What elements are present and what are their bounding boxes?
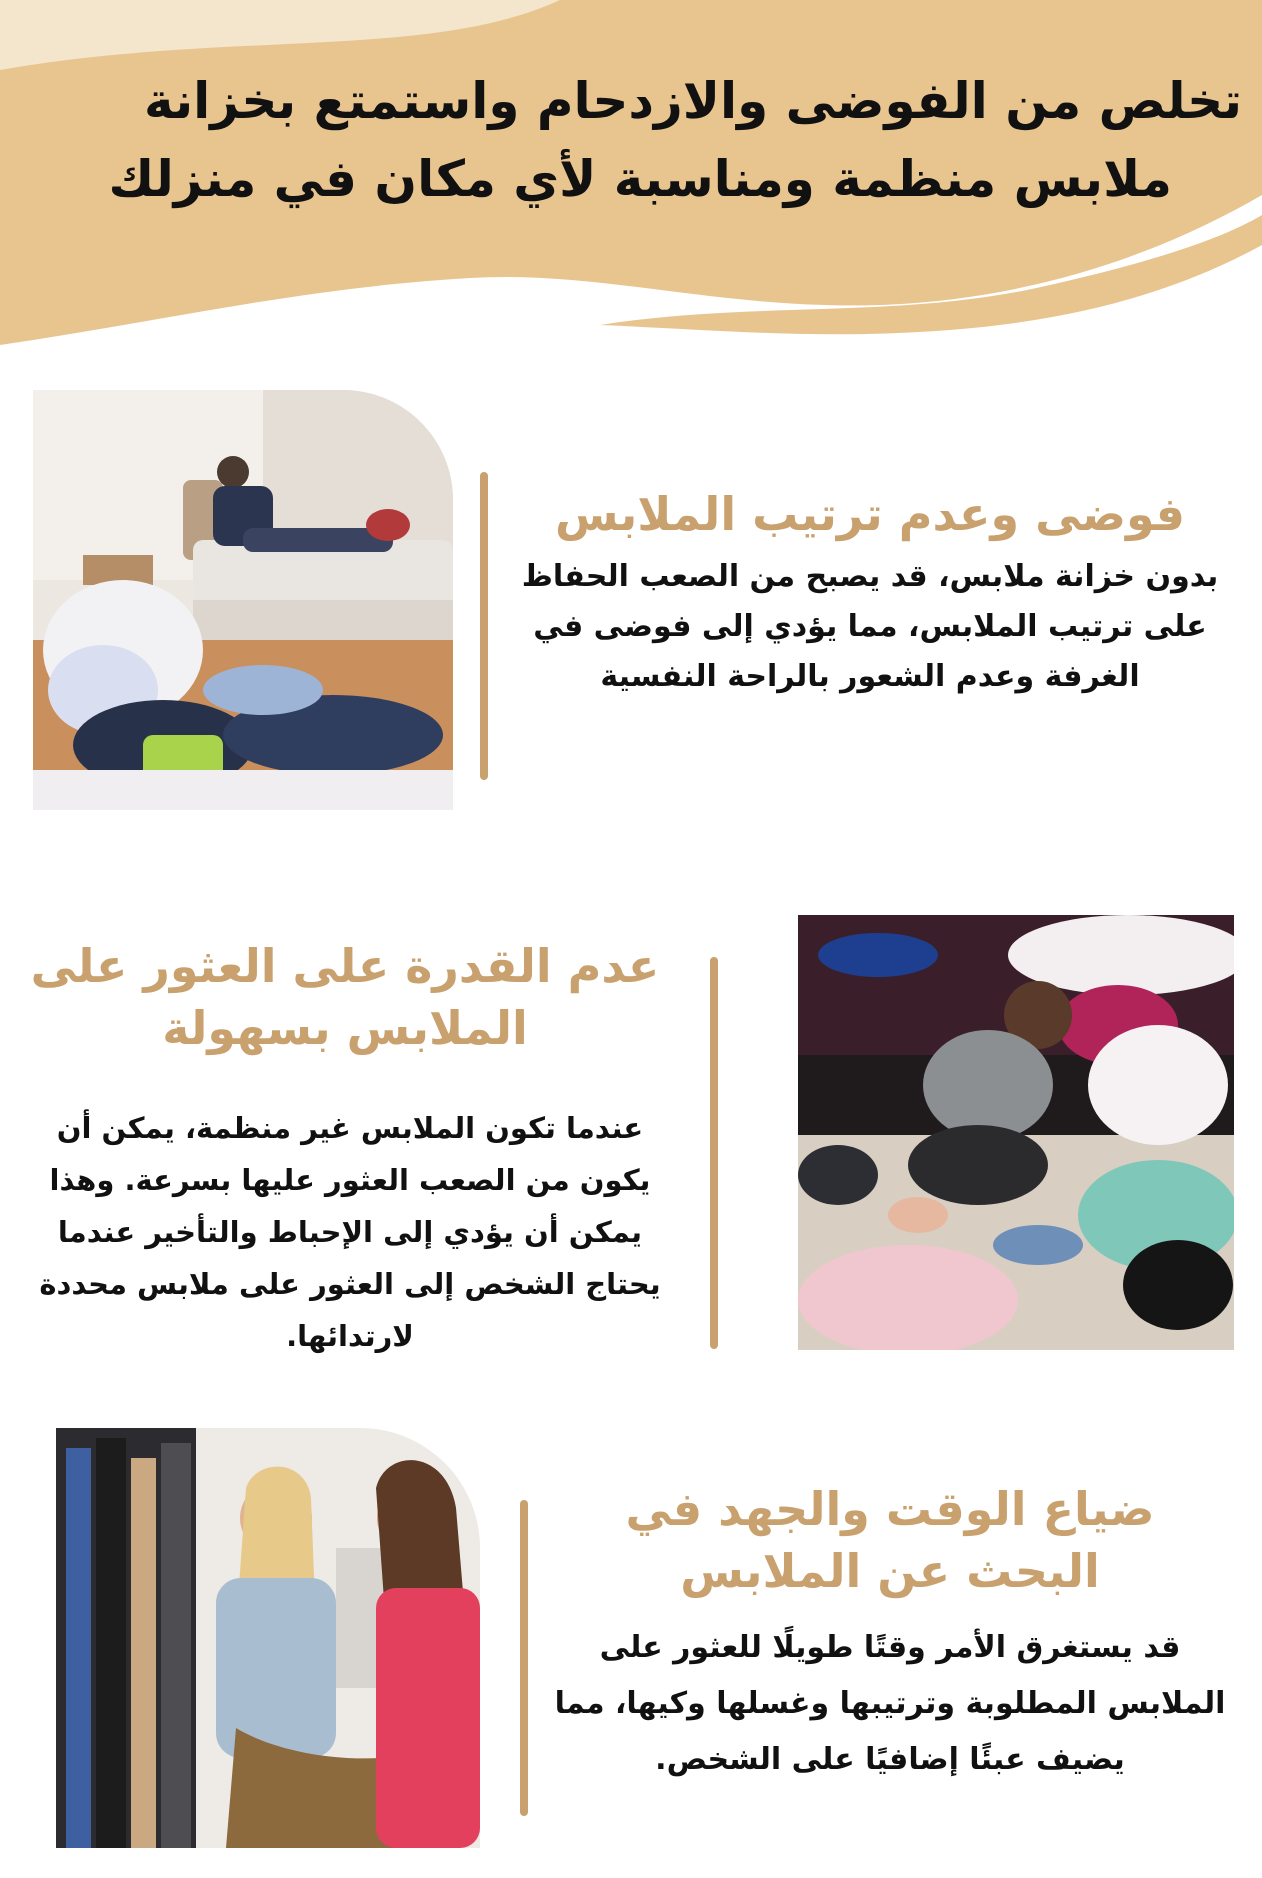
frustrated-woman-photo [798,915,1234,1350]
section-3-title: ضياع الوقت والجهد في البحث عن الملابس [625,1482,1155,1598]
page-title [22,62,1242,218]
section-2-title: عدم القدرة على العثور على الملابس بسهولة [30,939,660,1055]
section-1-body: بدون خزانة ملابس، قد يصبح من الصعب الحفاظ على ترتيب الملابس، مما يؤدي إلى فوضى في الغرفة وعدم الشعور بالراحة النفسية [521,559,1219,694]
messy-bedroom-photo [33,390,453,810]
title-line-1: تخلص من الفوضى والازدحام واستمتع بخزانة [144,71,1242,130]
women-wardrobe-photo [56,1428,480,1848]
section-3-divider [520,1500,528,1816]
section-3-body: قد يستغرق الأمر وقتًا طويلًا للعثور على الملابس المطلوبة وترتيبها وغسلها وكيها، مما يضيف عبئًا إضافيًا على الشخص. [554,1630,1226,1777]
section-2-divider [710,957,718,1349]
section-2-body: عندما تكون الملابس غير منظمة، يمكن أن يكون من الصعب العثور عليها بسرعة. وهذا يمكن أن يؤدي إلى الإحباط والتأخير عندما يحتاج الشخص إلى العثور على ملابس محددة لارتدائها. [39,1111,661,1353]
title-line-2: ملابس منظمة ومناسبة لأي مكان في منزلك [108,149,1172,208]
section-1-divider [480,472,488,780]
section-1-title: فوضى وعدم ترتيب الملابس [554,487,1186,542]
